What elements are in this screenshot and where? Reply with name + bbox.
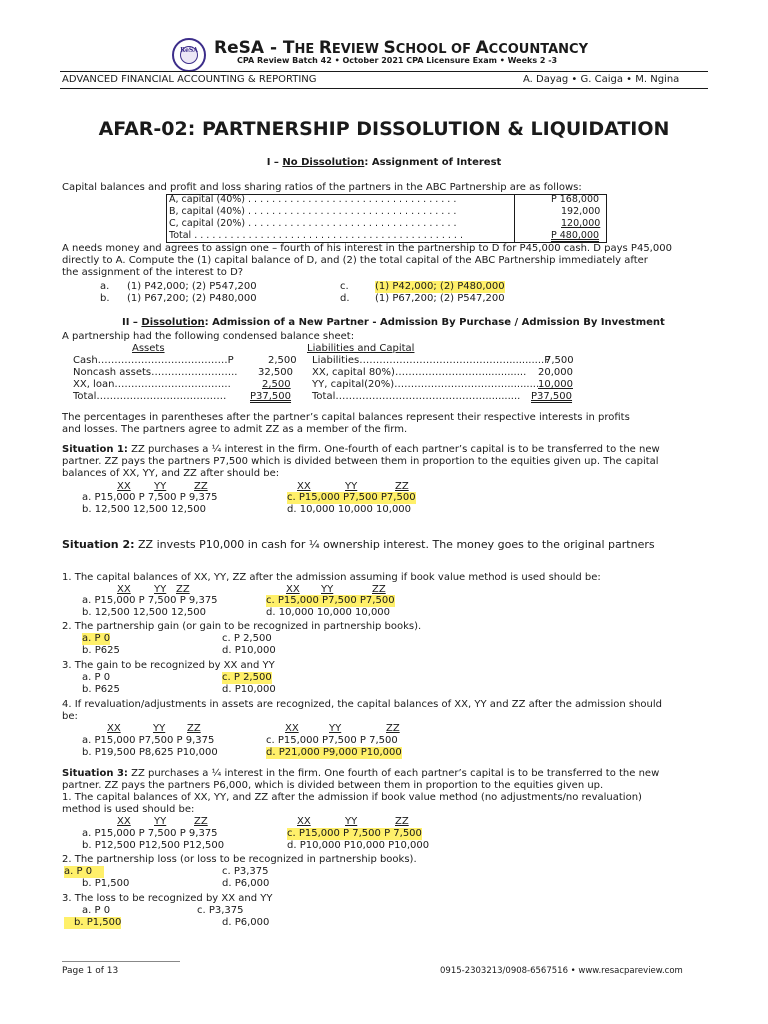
choice-text: (1) P42,000; (2) P547,200 (127, 281, 257, 292)
authors: A. Dayag • G. Caiga • M. Ngina (523, 74, 680, 85)
s2-question-2: 2. The partnership gain (or gain to be recognized in partnership books). (62, 621, 422, 632)
note-line: The percentages in parentheses after the partner’s capital balances represent their respective interests in profits (62, 412, 630, 423)
s2-question-3: 3. The gain to be recognized by XX and YY (62, 660, 275, 671)
s2-question-4: 4. If revaluation/adjustments in assets are recognized, the capital balances of XX, YY and ZZ after the admission should (62, 699, 663, 710)
col-header-xx: XX (285, 723, 299, 734)
col-header-xx: XX (117, 816, 131, 827)
liability-value: 20,000 (538, 367, 573, 378)
col-header-zz: ZZ (176, 584, 190, 595)
s3-q1-c-answer: c. P15,000 P 7,500 P 7,500 (287, 828, 422, 839)
asset-label: XX, loan…………………………….. (73, 379, 231, 390)
situation-3-text: partner. ZZ pays the partners P6,000, which is divided between them in proportion to the equities given up. (62, 780, 604, 791)
situation-3-text: Situation 3: ZZ purchases a ¼ interest in the firm. One fourth of each partner’s capital is to be transferred to the new (62, 768, 660, 779)
situation-1-text: partner. ZZ pays the partners P7,500 which is divided between them in proportion to the equities given up. The capital (62, 456, 659, 467)
s3-q1-d: d. P10,000 P10,000 P10,000 (287, 840, 430, 851)
choice-c-answer: c. P15,000 P7,500 P7,500 (287, 492, 416, 503)
col-header-yy: YY (153, 723, 166, 734)
col-header-yy: YY (345, 481, 358, 492)
s2-q3-b: b. P625 (82, 684, 120, 695)
liability-value: 10,000 (538, 379, 573, 390)
col-header-zz: ZZ (372, 584, 386, 595)
col-header-zz: ZZ (386, 723, 400, 734)
choice-a: a. P15,000 P 7,500 P 9,375 (82, 492, 218, 503)
choice-letter: b. (100, 293, 110, 304)
choice-text: (1) P67,200; (2) P547,200 (375, 293, 505, 304)
col-header-yy: YY (154, 816, 167, 827)
choice-letter: c. (340, 281, 349, 292)
s3-question-2: 2. The partnership loss (or loss to be recognized in partnership books). (62, 854, 417, 865)
capital-row-value: 192,000 (561, 206, 601, 217)
s2-q4-d-answer: d. P21,000 P9,000 P10,000 (266, 747, 402, 758)
page-title: AFAR-02: PARTNERSHIP DISSOLUTION & LIQUIDATION (98, 118, 670, 140)
s2-q1-a: a. P15,000 P 7,500 P 9,375 (82, 595, 218, 606)
subject-title: ADVANCED FINANCIAL ACCOUNTING & REPORTING (62, 74, 317, 85)
s2-q3-c-answer: c. P 2,500 (222, 672, 272, 683)
brand-name: ReSA - THE REVIEW SCHOOL OF ACCOUNTANCY (214, 38, 588, 58)
asset-value: 2,500 (262, 379, 291, 390)
s2-question-4: be: (62, 711, 78, 722)
col-header-zz: ZZ (395, 816, 409, 827)
s3-q3-b-answer: b. P1,500 (64, 917, 121, 929)
section-1-intro: Capital balances and profit and loss sharing ratios of the partners in the ABC Partnership are as follows: (62, 182, 582, 193)
s3-q3-a: a. P 0 (82, 905, 111, 916)
s2-question-1: 1. The capital balances of XX, YY, ZZ after the admission assuming if book value method is used should be: (62, 572, 601, 583)
capital-row-value: P 480,000 (551, 230, 600, 241)
s3-q2-c: c. P3,375 (222, 866, 269, 877)
liability-label: Liabilities………………………………………...........P (312, 355, 551, 366)
situation-2-text: Situation 2: ZZ invests P10,000 in cash for ¼ ownership interest. The money goes to the original partners (62, 538, 655, 551)
liabilities-header: Liabilities and Capital (307, 343, 415, 354)
asset-value: 2,500 (268, 355, 297, 366)
s3-question-3: 3. The loss to be recognized by XX and YY (62, 893, 273, 904)
section-2-intro: A partnership had the following condensed balance sheet: (62, 331, 355, 342)
choice-letter: d. (340, 293, 350, 304)
footer-contact: 0915-2303213/0908-6567516 • www.resacpareview.com (440, 966, 683, 976)
liability-label: XX, capital 80%)………………………............. (312, 367, 527, 378)
situation-1-text: Situation 1: ZZ purchases a ¼ interest in the firm. One-fourth of each partner’s capital is to be transferred to the new (62, 444, 660, 455)
capital-row-value: P 168,000 (551, 194, 600, 205)
choice-d: d. 10,000 10,000 10,000 (287, 504, 412, 515)
col-header-yy: YY (345, 816, 358, 827)
col-header-xx: XX (117, 584, 131, 595)
col-header-yy: YY (154, 584, 167, 595)
col-header-zz: ZZ (187, 723, 201, 734)
liability-label: YY, capital(20%)……………………………............ (312, 379, 543, 390)
s3-q1-a: a. P15,000 P 7,500 P 9,375 (82, 828, 218, 839)
s2-q4-c: c. P15,000 P7,500 P 7,500 (266, 735, 398, 746)
col-header-yy: YY (321, 584, 334, 595)
s2-q2-d: d. P10,000 (222, 645, 276, 656)
section-2-heading: II – Dissolution: Admission of a New Partner - Admission By Purchase / Admission By Investment (122, 317, 665, 328)
question-line: the assignment of the interest to D? (62, 267, 244, 278)
s2-q2-c: c. P 2,500 (222, 633, 272, 644)
col-header-zz: ZZ (395, 481, 409, 492)
s2-q3-a: a. P 0 (82, 672, 111, 683)
page-number: Page 1 of 13 (62, 966, 119, 976)
capital-row-label: Total . . . . . . . . . . . . . . . . . . . . . . . . . . . . . . . . . . . . . . . . . . . . . (169, 230, 463, 241)
footer-divider (62, 961, 180, 962)
col-header-xx: XX (297, 816, 311, 827)
capital-row-label: C, capital (20%) . . . . . . . . . . . . . . . . . . . . . . . . . . . . . . . . . . . (169, 218, 457, 229)
asset-label: Noncash assets…………………….. (73, 367, 238, 378)
asset-value: 32,500 (258, 367, 293, 378)
col-header-zz: ZZ (194, 816, 208, 827)
s3-q1-b: b. P12,500 P12,500 P12,500 (82, 840, 225, 851)
col-header-xx: XX (297, 481, 311, 492)
col-header-zz: ZZ (194, 481, 208, 492)
choice-text-answer: (1) P42,000; (2) P480,000 (375, 281, 505, 292)
situation-1-text: balances of XX, YY, and ZZ after should be: (62, 468, 280, 479)
asset-label: Cash…………………………………P (73, 355, 234, 366)
section-1-heading: I – No Dissolution: Assignment of Interest (266, 157, 502, 168)
s3-q3-c: c. P3,375 (197, 905, 244, 916)
capital-row-value: 120,000 (561, 218, 601, 229)
col-header-xx: XX (107, 723, 121, 734)
s2-q1-d: d. 10,000 10,000 10,000 (266, 607, 391, 618)
resa-logo (172, 38, 206, 72)
choice-b: b. 12,500 12,500 12,500 (82, 504, 207, 515)
col-header-xx: XX (286, 584, 300, 595)
s3-q2-a-answer: a. P 0 (64, 866, 104, 878)
s2-q1-b: b. 12,500 12,500 12,500 (82, 607, 207, 618)
situation-3-text: 1. The capital balances of XX, YY, and ZZ after the admission if book value method (no adjustments/no revaluation) (62, 792, 642, 803)
question-line: directly to A. Compute the (1) capital balance of D, and (2) the total capital of the ABC Partnership immediately after (62, 255, 648, 266)
logo-text: ReSA (180, 47, 198, 54)
note-line: and losses. The partners agree to admit ZZ as a member of the firm. (62, 424, 408, 435)
choice-text: (1) P67,200; (2) P480,000 (127, 293, 257, 304)
liability-value: 7,500 (545, 355, 574, 366)
col-header-yy: YY (154, 481, 167, 492)
s2-q2-a-answer: a. P 0 (82, 633, 111, 644)
capital-row-label: A, capital (40%) . . . . . . . . . . . . . . . . . . . . . . . . . . . . . . . . . . . (169, 194, 457, 205)
s2-q4-b: b. P19,500 P8,625 P10,000 (82, 747, 218, 758)
s3-q2-b: b. P1,500 (82, 878, 130, 889)
asset-label: Total………………………………… (73, 391, 227, 402)
asset-value: P37,500 (250, 391, 292, 402)
capital-row-label: B, capital (40%) . . . . . . . . . . . . . . . . . . . . . . . . . . . . . . . . . . . (169, 206, 457, 217)
batch-line: CPA Review Batch 42 • October 2021 CPA Licensure Exam • Weeks 2 -3 (237, 56, 558, 65)
liability-value: P37,500 (531, 391, 573, 402)
situation-3-text: method is used should be: (62, 804, 195, 815)
col-header-xx: XX (117, 481, 131, 492)
s2-q2-b: b. P625 (82, 645, 120, 656)
col-header-yy: YY (329, 723, 342, 734)
s2-q4-a: a. P15,000 P7,500 P 9,375 (82, 735, 215, 746)
choice-letter: a. (100, 281, 110, 292)
assets-header: Assets (132, 343, 165, 354)
liability-label: Total………………………………………........... (312, 391, 521, 402)
question-line: A needs money and agrees to assign one – fourth of his interest in the partnership to D for P45,000 cash. D pays P45,000 (62, 243, 672, 254)
s2-q3-d: d. P10,000 (222, 684, 276, 695)
s3-q3-d: d. P6,000 (222, 917, 270, 928)
s2-q1-c-answer: c. P15,000 P7,500 P7,500 (266, 595, 395, 606)
s3-q2-d: d. P6,000 (222, 878, 270, 889)
